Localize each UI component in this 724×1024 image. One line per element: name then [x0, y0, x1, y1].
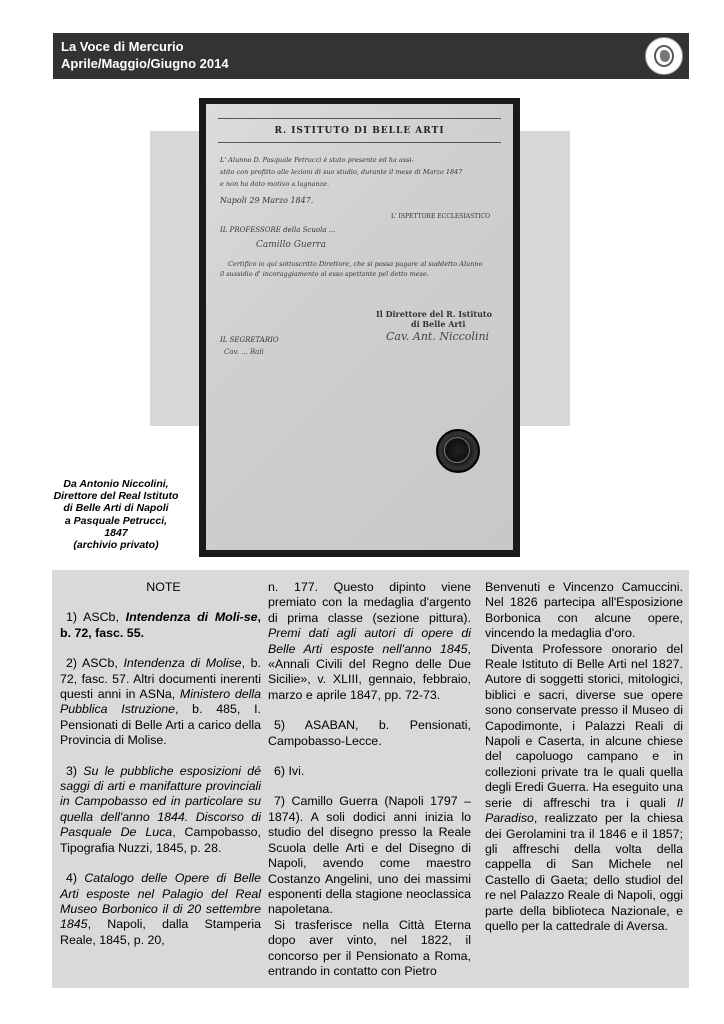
document-line-3: e non ha dato motivo a lagnanze.	[220, 180, 330, 188]
notes-section	[52, 570, 689, 988]
document-certify-2: il sussidio d' incoraggiamento al esso spettante pel detto mese.	[220, 270, 429, 278]
notes-column-2	[268, 580, 471, 979]
note-7-paragraph-2: Si trasferisce nella Città Eterna dopo aver vinto, nel 1822, il concorso per il Pensionato a Roma, entrando in contatto con Pietro	[268, 917, 471, 978]
note-5: 5) ASABAN, b. Pensionati, Campobasso-Lecce.	[268, 718, 471, 748]
document-photo	[199, 98, 520, 557]
secretary-signature: Cav. ... Bali	[224, 348, 264, 356]
document-paper	[206, 104, 513, 550]
note-7: 7) Camillo Guerra (Napoli 1797 – 1874). A soli dodici anni inizia lo studio del disegno presso la Reale Scuola delle Arti e del Disegno di Napoli, avendo come maestro Costanzo Angelini, uno dei massimi esponenti della stagione neoclassica napoletana.	[268, 794, 471, 917]
document-title: R. ISTITUTO DI BELLE ARTI	[274, 126, 445, 136]
secretary-title: IL SEGRETARIO	[220, 336, 279, 344]
document-inspector: L' ISPETTORE ECCLESIASTICO	[391, 213, 491, 220]
page-header	[53, 33, 689, 79]
notes-column-1	[60, 580, 261, 948]
notes-column-3	[485, 580, 683, 934]
document-line-2: stito con profitto alle lezioni di suo studio, durante il mese di Marzo 1847	[220, 168, 463, 176]
document-line-1: L' Alunno D. Pasquale Petrucci è stato presente ed ha assi-	[220, 156, 414, 164]
document-certify-1: Certifico io qui sottoscritto Direttore, che si possa pagare al suddetto Alunno	[228, 260, 483, 268]
professor-signature: Camillo Guerra	[256, 240, 326, 250]
note-1: 1) ASCb, Intendenza di Moli-se, b. 72, fasc. 55.	[60, 610, 261, 640]
note-2: 2) ASCb, Intendenza di Molise, b. 72, fasc. 57. Altri documenti inerenti questi anni in ASNa, Ministero della Pubblica Istruzione, b. 485, I. Pensionati di Belle Arti a carico della Provincia di Molise.	[60, 656, 262, 748]
document-date: Napoli 29 Marzo 1847.	[220, 196, 314, 205]
photo-caption: Da Antonio Niccolini, Direttore del Real Istituto di Belle Arti di Napoli a Pasquale Petrucci, 1847 (archivio privato)	[53, 478, 179, 552]
director-signature: Cav. Ant. Niccolini	[386, 330, 490, 343]
director-title-1: Il Direttore del R. Istituto	[376, 309, 492, 319]
notes-title: NOTE	[146, 580, 181, 594]
magazine-title: La Voce di Mercurio	[61, 39, 184, 54]
note-7-paragraph-3: Diventa Professore onorario del Reale Istituto di Belle Arti nel 1827. Autore di soggetti storici, mitologici, biblici e sacri, diverse sue opere sono conservate presso il Museo di Capodimonte, i Palazzi Reali di Napoli e Caserta, in alcune chiese del capoluogo campano e in collezioni private tra le quali quella degli Eredi Guerra. Ha eseguito una serie di affreschi tra i quali Il Paradiso, realizzato per la chiesa dei Gerolamini tra il 1846 e il 1857; gli affreschi della volta della cappella di San Michele nel Castello di Gaeta; dello studiol del re nel Palazzo Reale di Napoli, oggi parte della biblioteca Nazionale, e quello per la cattedrale di Aversa.	[485, 641, 683, 933]
circular-logo-icon	[645, 37, 683, 75]
note-7-continued: Benvenuti e Vincenzo Camuccini. Nel 1826 partecipa all'Esposizione Borbonica con alcune opere, vincendo la medaglia d'oro.	[485, 580, 683, 641]
document-professor: IL PROFESSORE della Scuola ...	[220, 226, 336, 234]
note-3: 3) Su le pubbliche esposizioni dé saggi di arti e manifatture provinciali in Campobasso ed in particolare su quella dell'anno 1844. Discorso di Pasquale De Luca, Campobasso, Tipografia Nuzzi, 1845, p. 28.	[60, 763, 262, 855]
note-4: 4) Catalogo delle Opere di Belle Arti esposte nel Palagio del Real Museo Borbonico il di 20 settembre 1845, Napoli, dalla Stamperia Reale, 1845, p. 20,	[60, 871, 261, 947]
issue-date: Aprile/Maggio/Giugno 2014	[61, 56, 229, 71]
director-title-2: di Belle Arti	[411, 319, 466, 329]
seal-stamp-icon	[436, 429, 480, 473]
note-6: 6) Ivi.	[274, 764, 305, 779]
note-4-continued: n. 177. Questo dipinto viene premiato con la medaglia d'argento di prima classe (sezione pittura). Premi dati agli autori di opere di Belle Arti esposte nell'anno 1845, «Annali Civili del Regno delle Due Sicilie», v. XLIII, gennaio, febbraio, marzo e aprile 1847, pp. 72-73.	[268, 580, 471, 702]
